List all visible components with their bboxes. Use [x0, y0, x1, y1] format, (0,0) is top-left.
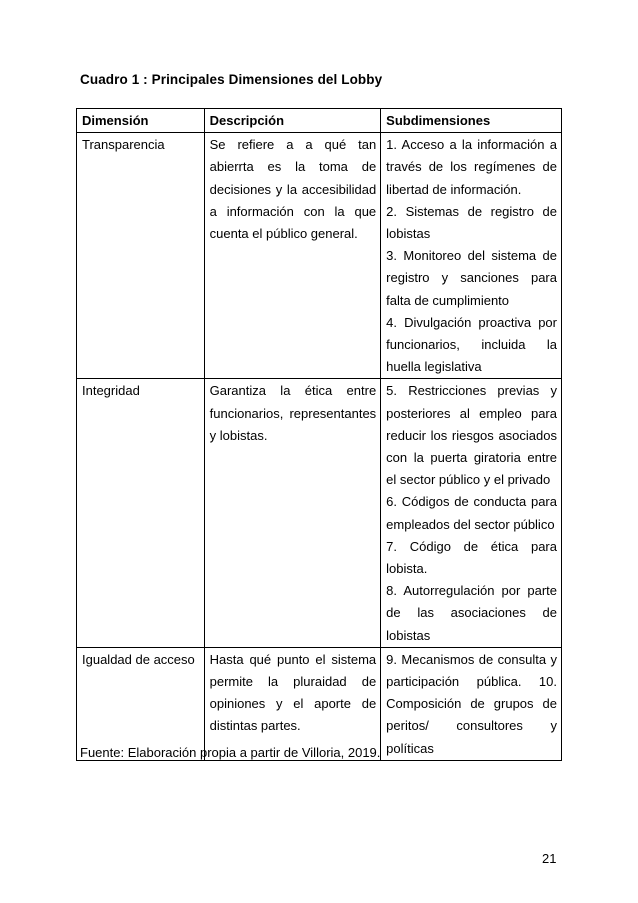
- row-description: Hasta qué punto el sistema permite la pluraidad de opiniones y el aporte de distintas partes.: [204, 647, 381, 760]
- row-dimension: Igualdad de acceso: [77, 647, 205, 760]
- row-description: Se refiere a a qué tan abierrta es la toma de decisiones y la accesibilidad a información con la que cuenta el público general.: [204, 133, 381, 379]
- subdimension-item: 6. Códigos de conducta para empleados del sector público: [386, 494, 557, 532]
- row-subdimensions: [381, 379, 562, 647]
- subdimension-item: 1. Acceso a la información a través de los regímenes de libertad de información.: [386, 137, 557, 197]
- subdimension-item: 8. Autorregulación por parte de las asociaciones de lobistas: [386, 583, 557, 643]
- row-subdimensions: [381, 133, 562, 379]
- subdimension-item: 2. Sistemas de registro de lobistas: [386, 203, 557, 242]
- table-row: [77, 647, 562, 760]
- subdimension-item: 7. Código de ética para lobista.: [386, 538, 557, 577]
- header-dimension: Dimensión: [77, 109, 205, 133]
- source-note: Fuente: Elaboración propia a partir de Villoria, 2019.: [80, 745, 381, 760]
- row-subdimensions: [381, 647, 562, 760]
- subdimension-item: 3. Monitoreo del sistema de registro y sanciones para falta de cumplimiento: [386, 248, 557, 308]
- table-header-row: [77, 109, 562, 133]
- header-subdimensions: Subdimensiones: [381, 109, 562, 133]
- dimensions-table: [76, 108, 562, 761]
- table-row: [77, 379, 562, 647]
- table-row: [77, 133, 562, 379]
- table-caption: Cuadro 1 : Principales Dimensiones del Lobby: [80, 72, 383, 87]
- subdimension-item: 4. Divulgación proactiva por funcionarios, incluida la huella legislativa: [386, 314, 557, 375]
- subdimension-item: 5. Restricciones previas y posteriores al empleo para reducir los riesgos asociados con la puerta giratoria entre el sector público y el privado: [386, 383, 557, 488]
- row-dimension: Integridad: [77, 379, 205, 647]
- header-description: Descripción: [204, 109, 381, 133]
- subdimension-item: 9. Mecanismos de consulta y participación pública. 10. Composición de grupos de peritos/ consultores y políticas: [386, 651, 557, 756]
- row-description: Garantiza la ética entre funcionarios, representantes y lobistas.: [204, 379, 381, 647]
- row-dimension: Transparencia: [77, 133, 205, 379]
- page-number: 21: [542, 851, 557, 866]
